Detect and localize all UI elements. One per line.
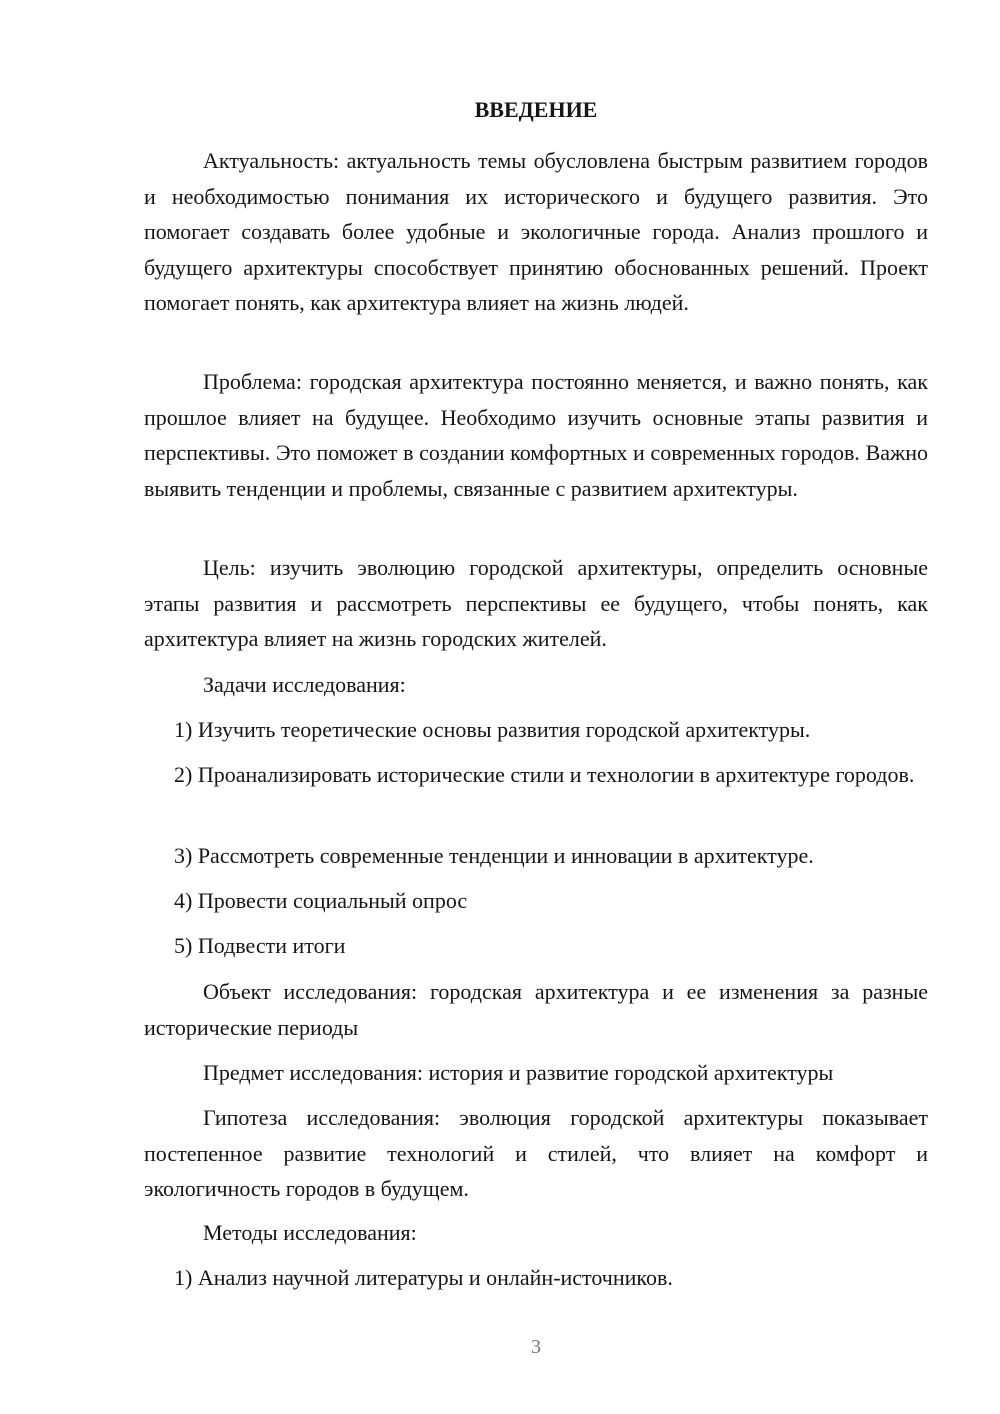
paragraph-relevance: Актуальность: актуальность темы обусловлена быстрым развитием городов и необходимостью понимания их исторического и будущего развития. Это помогает создавать более удобные и экологичные города. Анализ прошлого и будущего архитектуры способствует принятию обоснованных решений. Проект помогает понять, как архитектура влияет на жизнь людей. bbox=[144, 148, 928, 315]
list-item-task-3: 3) Рассмотреть современные тенденции и инновации в архитектуре. bbox=[174, 843, 814, 868]
list-item-task-4: 4) Провести социальный опрос bbox=[174, 888, 468, 913]
paragraph-goal: Цель: изучить эволюцию городской архитектуры, определить основные этапы развития и рассмотреть перспективы ее будущего, чтобы понять, как архитектура влияет на жизнь городских жителей. bbox=[144, 555, 928, 651]
paragraph-object: Объект исследования: городская архитектура и ее изменения за разные исторические периоды bbox=[144, 979, 928, 1040]
paragraph-hypothesis: Гипотеза исследования: эволюция городской архитектуры показывает постепенное развитие технологий и стилей, что влияет на комфорт и экологичность городов в будущем. bbox=[144, 1105, 928, 1201]
list-item-task-2: 2) Проанализировать исторические стили и технологии в архитектуре городов. bbox=[174, 762, 915, 787]
page-number: 3 bbox=[531, 1336, 541, 1358]
list-item-task-1: 1) Изучить теоретические основы развития городской архитектуры. bbox=[174, 717, 811, 742]
list-item-task-5: 5) Подвести итоги bbox=[174, 933, 346, 958]
paragraph-problem: Проблема: городская архитектура постоянно меняется, и важно понять, как прошлое влияет на будущее. Необходимо изучить основные этапы развития и перспективы. Это поможет в создании комфортных и современных городов. Важно выявить тенденции и проблемы, связанные с развитием архитектуры. bbox=[144, 369, 928, 501]
paragraph-tasks-heading: Задачи исследования: bbox=[203, 672, 406, 697]
paragraph-methods-heading: Методы исследования: bbox=[203, 1220, 417, 1245]
page-title: ВВЕДЕНИЕ bbox=[474, 97, 598, 122]
list-item-method-1: 1) Анализ научной литературы и онлайн-источников. bbox=[174, 1265, 673, 1290]
paragraph-subject: Предмет исследования: история и развитие городской архитектуры bbox=[203, 1060, 834, 1085]
